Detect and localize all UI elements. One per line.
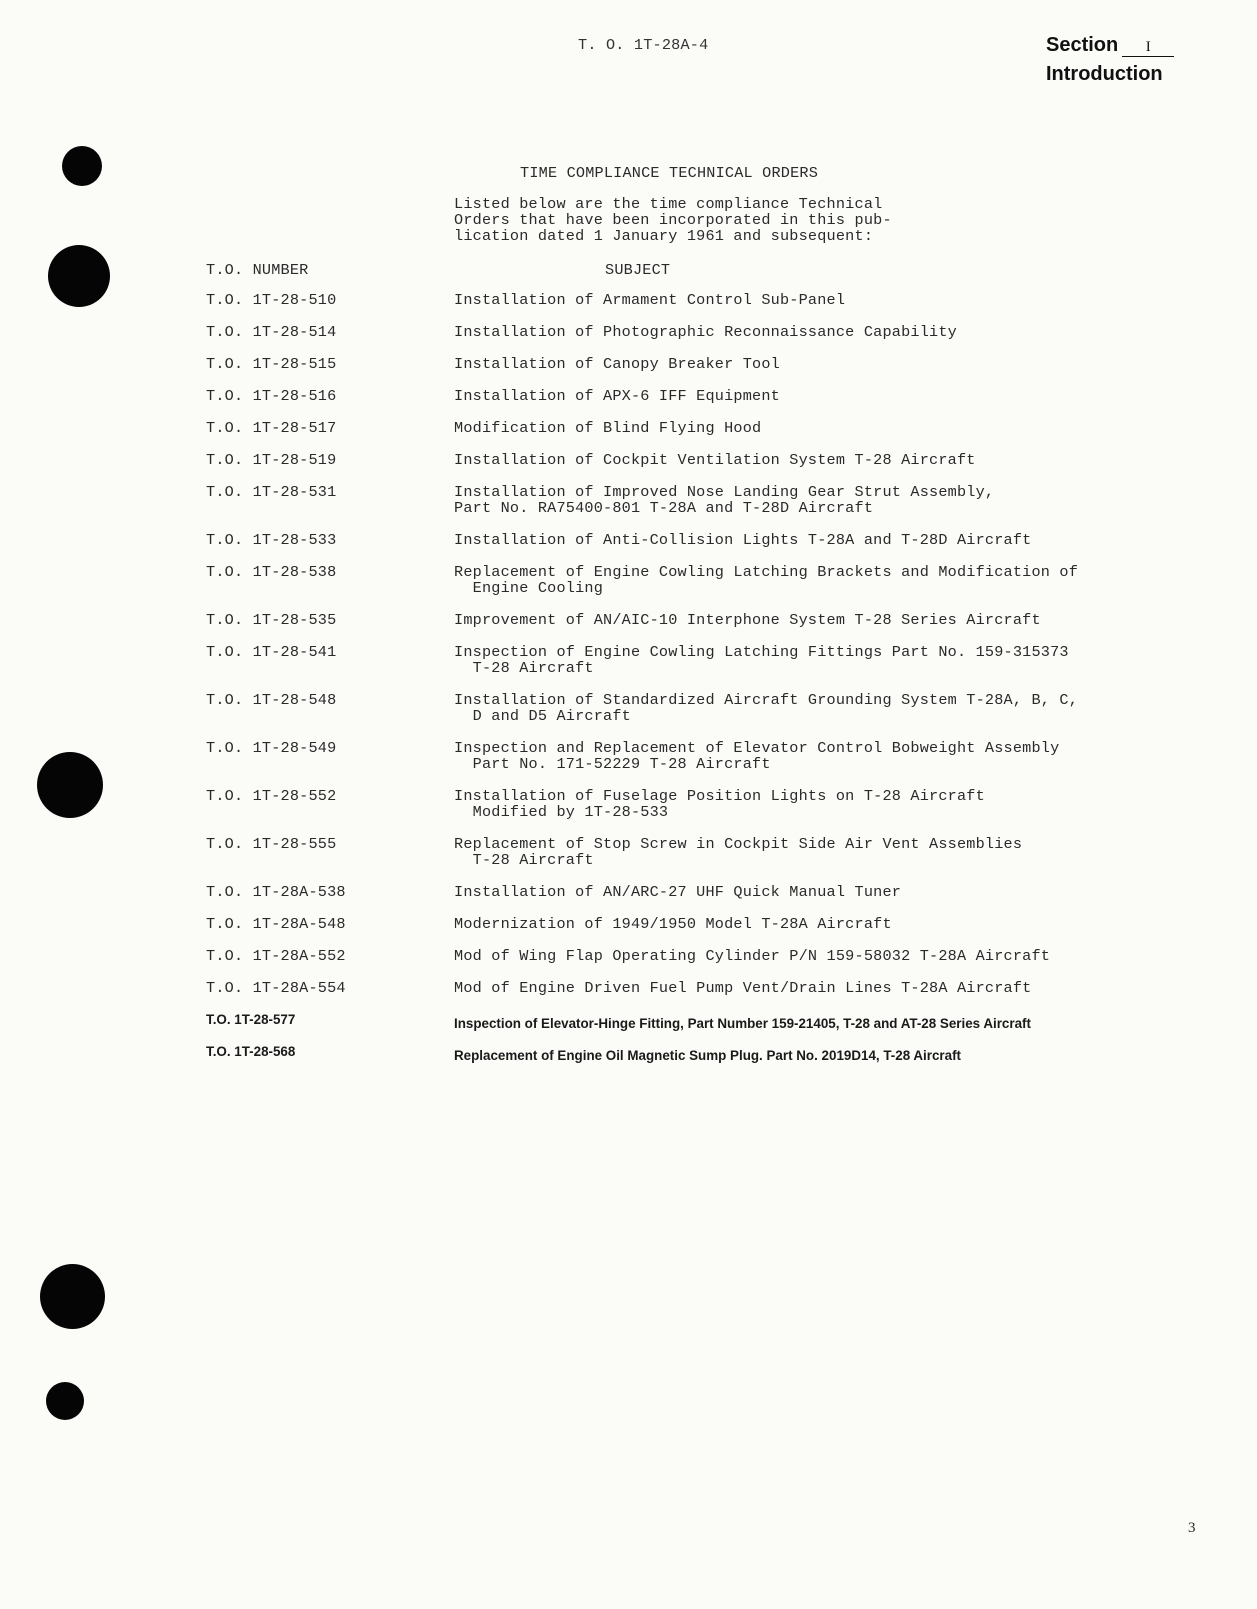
- section-title: Introduction: [1046, 63, 1163, 85]
- order-subject: Modernization of 1949/1950 Model T-28A Aircraft: [454, 915, 892, 933]
- order-row: [206, 980, 1206, 996]
- order-subject: Installation of Armament Control Sub-Panel: [454, 291, 846, 309]
- order-number: T.O. 1T-28-517: [206, 419, 337, 437]
- order-number: T.O. 1T-28-535: [206, 611, 337, 629]
- order-number: T.O. 1T-28A-552: [206, 947, 346, 965]
- order-subject: Mod of Wing Flap Operating Cylinder P/N 159-58032 T-28A Aircraft: [454, 947, 1051, 965]
- binder-hole: [46, 1382, 84, 1420]
- binder-hole: [40, 1264, 105, 1329]
- order-subject: Installation of APX-6 IFF Equipment: [454, 387, 780, 405]
- order-row: [206, 948, 1206, 964]
- order-number: T.O. 1T-28-548: [206, 691, 337, 709]
- intro-line: Orders that have been incorporated in this pub-: [454, 211, 892, 229]
- order-number: T.O. 1T-28-541: [206, 643, 337, 661]
- section-number: I: [1122, 38, 1174, 57]
- order-subject: Installation of AN/ARC-27 UHF Quick Manual Tuner: [454, 883, 902, 901]
- order-row: [206, 532, 1206, 548]
- section-heading: [1046, 34, 1174, 57]
- order-subject: Installation of Improved Nose Landing Gear Strut Assembly, Part No. RA75400-801 T-28A and T-28D Aircraft: [454, 483, 995, 517]
- order-subject: Installation of Photographic Reconnaissance Capability: [454, 323, 957, 341]
- order-row: [206, 356, 1206, 372]
- order-number: T.O. 1T-28-515: [206, 355, 337, 373]
- order-row: [206, 612, 1206, 628]
- order-row: [206, 1044, 1206, 1064]
- order-number: T.O. 1T-28-568: [206, 1044, 296, 1059]
- order-subject: Installation of Cockpit Ventilation System T-28 Aircraft: [454, 451, 976, 469]
- order-number: T.O. 1T-28-538: [206, 563, 337, 581]
- order-row: [206, 564, 1206, 596]
- order-number: T.O. 1T-28A-548: [206, 915, 346, 933]
- order-row: [206, 916, 1206, 932]
- order-row: [206, 420, 1206, 436]
- order-subject: Replacement of Stop Screw in Cockpit Side Air Vent Assemblies T-28 Aircraft: [454, 835, 1023, 869]
- order-row: [206, 388, 1206, 404]
- orders-table: [206, 292, 1206, 1076]
- order-row: [206, 292, 1206, 308]
- order-number: T.O. 1T-28-519: [206, 451, 337, 469]
- order-number: T.O. 1T-28-510: [206, 291, 337, 309]
- order-row: [206, 644, 1206, 676]
- order-subject: Replacement of Engine Oil Magnetic Sump Plug. Part No. 2019D14, T-28 Aircraft: [454, 1048, 961, 1063]
- order-number: T.O. 1T-28-514: [206, 323, 337, 341]
- order-subject: Mod of Engine Driven Fuel Pump Vent/Drain Lines T-28A Aircraft: [454, 979, 1032, 997]
- order-row: [206, 836, 1206, 868]
- order-number: T.O. 1T-28A-554: [206, 979, 346, 997]
- order-subject: Inspection of Elevator-Hinge Fitting, Part Number 159-21405, T-28 and AT-28 Series Aircraft: [454, 1016, 1031, 1031]
- order-number: T.O. 1T-28-549: [206, 739, 337, 757]
- intro-line: lication dated 1 January 1961 and subsequent:: [454, 227, 874, 245]
- page-number: 3: [1188, 1520, 1196, 1536]
- intro-paragraph: [454, 196, 892, 244]
- order-row: [206, 324, 1206, 340]
- order-number: T.O. 1T-28-555: [206, 835, 337, 853]
- order-subject: Installation of Anti-Collision Lights T-28A and T-28D Aircraft: [454, 531, 1032, 549]
- intro-line: Listed below are the time compliance Technical: [454, 195, 883, 213]
- order-row: [206, 452, 1206, 468]
- technical-order-number: T. O. 1T-28A-4: [578, 36, 709, 54]
- order-number: T.O. 1T-28A-538: [206, 883, 346, 901]
- order-number: T.O. 1T-28-531: [206, 483, 337, 501]
- binder-hole: [62, 146, 102, 186]
- order-subject: Installation of Standardized Aircraft Grounding System T-28A, B, C, D and D5 Aircraft: [454, 691, 1079, 725]
- order-number: T.O. 1T-28-516: [206, 387, 337, 405]
- order-subject: Installation of Fuselage Position Lights on T-28 Aircraft Modified by 1T-28-533: [454, 787, 985, 821]
- binder-hole: [37, 752, 103, 818]
- section-label: Section: [1046, 34, 1119, 56]
- order-number: T.O. 1T-28-577: [206, 1012, 296, 1027]
- order-row: [206, 484, 1206, 516]
- order-row: [206, 692, 1206, 724]
- column-header-subject: SUBJECT: [605, 261, 671, 279]
- binder-hole: [48, 245, 110, 307]
- order-subject: Modification of Blind Flying Hood: [454, 419, 762, 437]
- column-header-number: T.O. NUMBER: [206, 261, 309, 279]
- order-subject: Improvement of AN/AIC-10 Interphone System T-28 Series Aircraft: [454, 611, 1041, 629]
- order-row: [206, 1012, 1206, 1032]
- order-row: [206, 740, 1206, 772]
- order-row: [206, 884, 1206, 900]
- order-number: T.O. 1T-28-533: [206, 531, 337, 549]
- order-subject: Inspection and Replacement of Elevator Control Bobweight Assembly Part No. 171-52229 T-28 Aircraft: [454, 739, 1060, 773]
- order-row: [206, 788, 1206, 820]
- order-subject: Inspection of Engine Cowling Latching Fittings Part No. 159-315373 T-28 Aircraft: [454, 643, 1069, 677]
- order-subject: Installation of Canopy Breaker Tool: [454, 355, 780, 373]
- order-subject: Replacement of Engine Cowling Latching Brackets and Modification of Engine Cooling: [454, 563, 1079, 597]
- document-title: TIME COMPLIANCE TECHNICAL ORDERS: [520, 164, 819, 182]
- order-number: T.O. 1T-28-552: [206, 787, 337, 805]
